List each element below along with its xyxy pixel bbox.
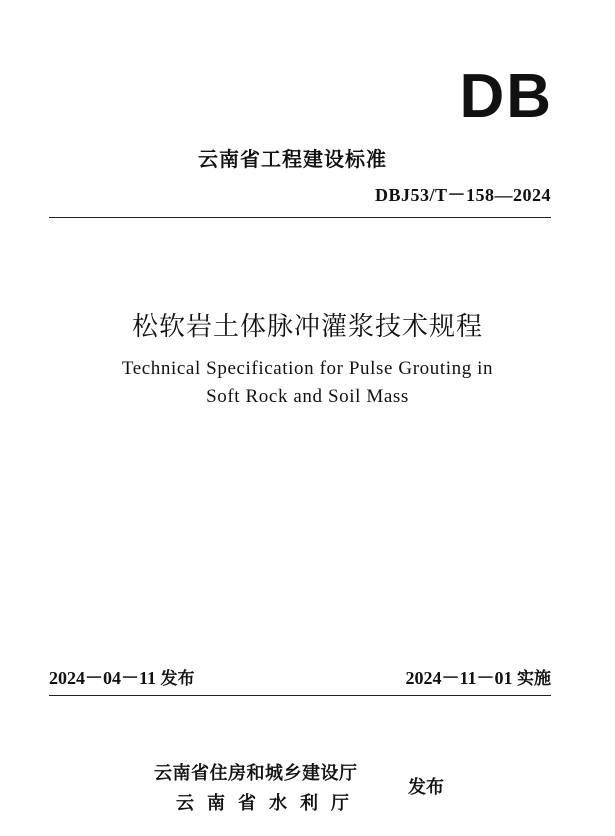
issuers-issue-label: 发布 <box>408 777 444 798</box>
implement-date-label: 实施 <box>517 669 551 689</box>
implement-date: 2024－11－01 <box>405 668 513 688</box>
top-divider <box>49 217 551 218</box>
issuer-housing-dept: 云南省住房和城乡建设厅 <box>154 763 358 784</box>
issuer-water-dept: 云南省水利厅 <box>176 793 362 814</box>
issue-date-label: 发布 <box>160 669 195 689</box>
issue-date-block <box>49 664 195 690</box>
title-chinese: 松软岩土体脉冲灌浆技术规程 <box>131 312 483 342</box>
db-logo: DB <box>459 62 553 131</box>
standard-category: 云南省工程建设标准 <box>198 147 387 171</box>
standard-number: DBJ53/T－158—2024 <box>374 185 551 205</box>
title-english <box>0 355 615 411</box>
title-english-line1: Technical Specification for Pulse Grouting in <box>121 358 494 379</box>
bottom-divider <box>49 695 551 696</box>
issue-date: 2024－04－11 <box>49 668 157 688</box>
title-english-line2: Soft Rock and Soil Mass <box>206 386 409 407</box>
implement-date-block <box>405 664 551 690</box>
